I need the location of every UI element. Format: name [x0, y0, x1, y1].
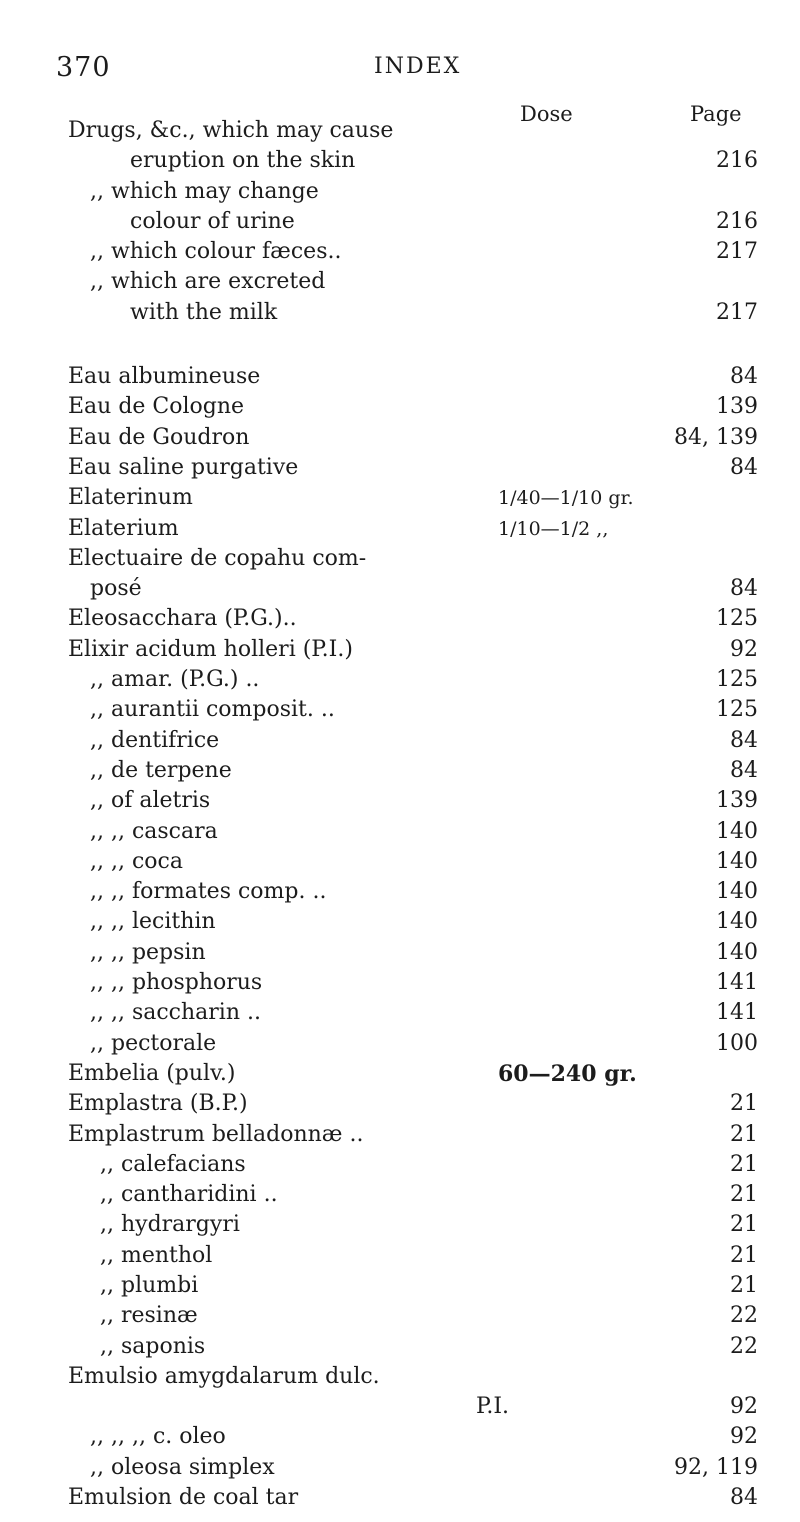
entry-page: 140	[716, 818, 758, 844]
dose-column-heading: Dose	[520, 102, 573, 126]
entry-term: ,, ,, pepsin	[90, 939, 206, 965]
entry-page: 216	[716, 208, 758, 234]
index-entry	[68, 1059, 758, 1089]
index-entry	[68, 392, 758, 422]
index-entry	[68, 665, 758, 695]
index-entry	[68, 574, 758, 604]
index-entry	[68, 423, 758, 453]
entry-page: 21	[730, 1212, 758, 1238]
entry-term: Emulsion de coal tar	[68, 1485, 299, 1511]
entry-term: ,, amar. (P.G.) ..	[90, 667, 260, 693]
entry-page: 125	[716, 667, 758, 693]
index-entry	[68, 695, 758, 725]
entry-term: Emplastra (B.P.)	[68, 1091, 248, 1117]
entry-term: Elaterium	[68, 515, 179, 541]
entry-page: 92	[730, 636, 758, 662]
index-entry	[68, 514, 758, 544]
entry-page: 125	[716, 606, 758, 632]
index-entry	[68, 907, 758, 937]
entry-term: ,, ,, lecithin	[90, 909, 216, 935]
entry-term: ,, ,, coca	[90, 848, 183, 874]
index-entry	[68, 453, 758, 483]
index-entry	[68, 1392, 758, 1422]
entry-page: 84	[730, 454, 758, 480]
entry-term: ,, plumbi	[100, 1272, 199, 1298]
entry-term: ,, calefacians	[100, 1151, 246, 1177]
entry-page: 141	[716, 1000, 758, 1026]
entry-term: Elixir acidum holleri (P.I.)	[68, 636, 353, 662]
entry-term: colour of urine	[130, 208, 295, 234]
entry-term: ,, ,, phosphorus	[90, 970, 263, 996]
entry-term: ,, of aletris	[90, 788, 211, 814]
entry-page: 84	[730, 757, 758, 783]
entry-term: ,, aurantii composit. ..	[90, 697, 335, 723]
section-gap	[68, 328, 758, 362]
index-entry	[68, 786, 758, 816]
index-entry	[68, 756, 758, 786]
index-entry	[68, 847, 758, 877]
entry-term: ,, dentifrice	[90, 727, 220, 753]
entry-page: 92	[730, 1424, 758, 1450]
entry-term: Eau de Goudron	[68, 424, 250, 450]
entry-page: 21	[730, 1182, 758, 1208]
index-entries	[68, 116, 758, 1513]
index-entry	[68, 1483, 758, 1513]
entry-term: Emplastrum belladonnæ ..	[68, 1121, 364, 1147]
entry-dose: 1/10—1/2 ,,	[498, 517, 609, 540]
entry-page: 92	[730, 1394, 758, 1420]
entry-page: 22	[730, 1303, 758, 1329]
entry-page: 84	[730, 727, 758, 753]
entry-term: ,, which are excreted	[90, 269, 326, 295]
entry-page: 141	[716, 970, 758, 996]
index-entry	[68, 1241, 758, 1271]
index-entry	[68, 1180, 758, 1210]
entry-page: 100	[716, 1030, 758, 1056]
entry-term: ,, which may change	[90, 178, 319, 204]
index-entry	[68, 968, 758, 998]
index-entry	[68, 362, 758, 392]
entry-page: 140	[716, 848, 758, 874]
entry-page: 21	[730, 1121, 758, 1147]
entry-page: 217	[716, 239, 758, 265]
entry-term: ,, ,, cascara	[90, 818, 218, 844]
entry-page: 21	[730, 1272, 758, 1298]
entry-dose: 1/40—1/10 gr.	[498, 487, 634, 510]
index-entry	[68, 1120, 758, 1150]
index-entry	[68, 177, 758, 207]
entry-term: with the milk	[130, 299, 278, 325]
entry-term: ,, hydrargyri	[100, 1212, 240, 1238]
entry-term: posé	[90, 576, 142, 602]
entry-term: ,, pectorale	[90, 1030, 217, 1056]
entry-term: ,, which colour fæces..	[90, 239, 342, 265]
entry-page: 21	[730, 1151, 758, 1177]
index-entry	[68, 146, 758, 176]
index-entry	[68, 237, 758, 267]
entry-term: ,, resinæ	[100, 1303, 198, 1329]
index-entry	[68, 604, 758, 634]
entry-term: Embelia (pulv.)	[68, 1060, 236, 1086]
entry-page: 84, 139	[674, 424, 758, 450]
entry-term: Elaterinum	[68, 485, 193, 511]
entry-page: 139	[716, 394, 758, 420]
entry-term: ,, de terpene	[90, 757, 232, 783]
page-number: 370	[56, 52, 111, 83]
entry-term: Eau saline purgative	[68, 454, 299, 480]
running-head: INDEX	[374, 54, 462, 79]
entry-page: 84	[730, 576, 758, 602]
entry-term: ,, menthol	[100, 1242, 213, 1268]
entry-term: Eleosaccharа (P.G.)..	[68, 606, 297, 632]
entry-page: 22	[730, 1333, 758, 1359]
entry-page: 140	[716, 939, 758, 965]
entry-page: 84	[730, 364, 758, 390]
entry-term: Eau de Cologne	[68, 394, 245, 420]
entry-page: 217	[716, 299, 758, 325]
index-entry	[68, 544, 758, 574]
entry-term: ,, saponis	[100, 1333, 206, 1359]
index-entry	[68, 1422, 758, 1452]
index-entry	[68, 635, 758, 665]
page-header	[56, 52, 736, 92]
index-entry	[68, 938, 758, 968]
entry-term: Electuaire de copahu com-	[68, 545, 367, 571]
index-entry	[68, 1150, 758, 1180]
entry-term: Drugs, &c., which may cause	[68, 118, 394, 143]
index-entry	[68, 1029, 758, 1059]
entry-page: 92, 119	[674, 1454, 758, 1480]
page-column-heading: Page	[690, 102, 742, 126]
index-entry	[68, 1271, 758, 1301]
index-entry	[68, 1453, 758, 1483]
index-entry	[68, 817, 758, 847]
entry-page: 140	[716, 909, 758, 935]
entry-page: 139	[716, 788, 758, 814]
entry-term: ,, ,, formates comp. ..	[90, 879, 327, 905]
index-entry	[68, 1210, 758, 1240]
entry-page: 140	[716, 879, 758, 905]
entry-term: ,, oleosa simplex	[90, 1454, 275, 1480]
entry-page: 216	[716, 148, 758, 174]
entry-term: Emulsio amygdalarum dulc.	[68, 1363, 380, 1389]
entry-page: 125	[716, 697, 758, 723]
index-entry	[68, 877, 758, 907]
entry-term: P.I.	[476, 1394, 510, 1420]
index-entry	[68, 116, 758, 146]
entry-term: ,, ,, ,, c. oleo	[90, 1424, 226, 1450]
entry-dose: 60—240 gr.	[498, 1060, 637, 1087]
entry-page: 84	[730, 1485, 758, 1511]
index-entry	[68, 1362, 758, 1392]
index-entry	[68, 1089, 758, 1119]
entry-page: 21	[730, 1242, 758, 1268]
index-entry	[68, 207, 758, 237]
index-entry	[68, 1332, 758, 1362]
entry-term: Eau albumineuse	[68, 364, 261, 390]
entry-term: ,, cantharidini ..	[100, 1182, 278, 1208]
entry-term: ,, ,, saccharin ..	[90, 1000, 261, 1026]
entry-term: eruption on the skin	[130, 148, 356, 174]
index-entry	[68, 726, 758, 756]
index-entry	[68, 1301, 758, 1331]
entry-page: 21	[730, 1091, 758, 1117]
index-entry	[68, 483, 758, 513]
index-entry	[68, 998, 758, 1028]
index-entry	[68, 298, 758, 328]
index-entry	[68, 267, 758, 297]
